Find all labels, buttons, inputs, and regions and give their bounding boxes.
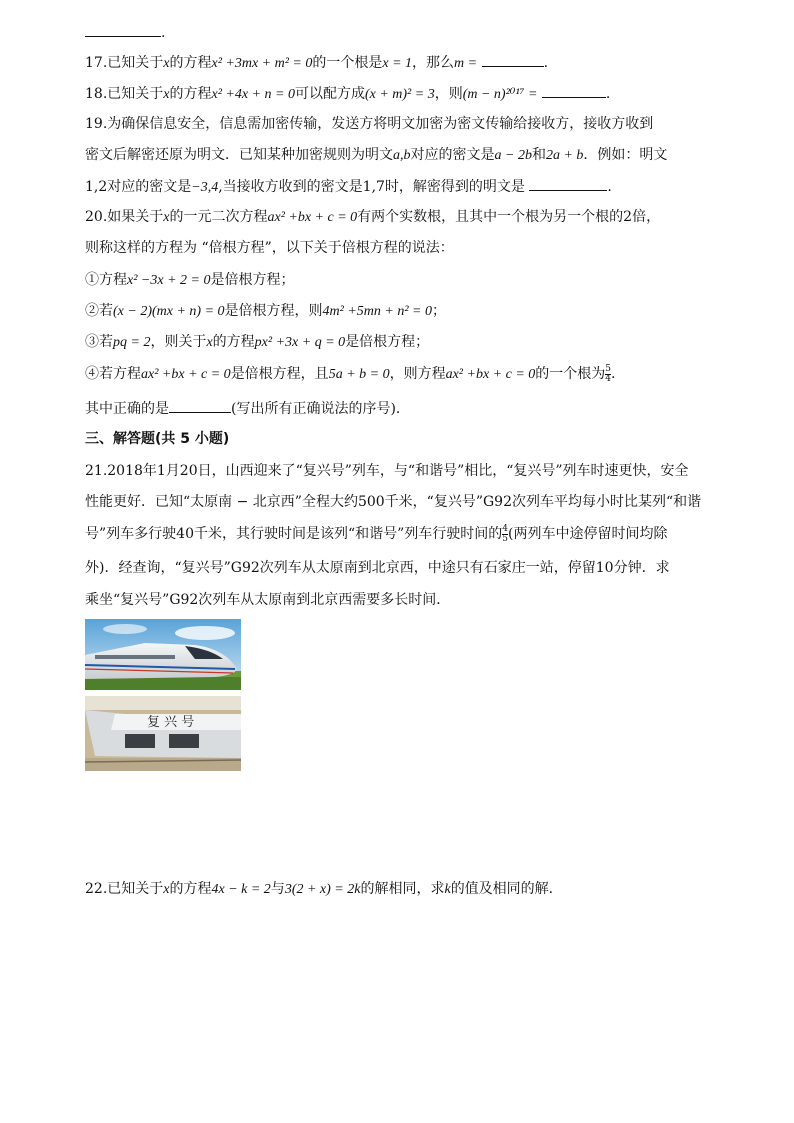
- question-20-option-4: ④若方程ax² +bx + c = 0是倍根方程，且5a + b = 0，则方程ax² +bx + c = 0的一个根为 $\frac{5}{4}$ .: [85, 363, 616, 384]
- train-illustration: [85, 696, 241, 771]
- question-19-line-2: 密文后解密还原为明文．已知某种加密规则为明文a,b对应的密文是a − 2b和2a + b．例如：明文: [85, 147, 668, 163]
- answer-blank: [482, 52, 544, 67]
- question-20-option-2: ②若(x − 2)(mx + n) = 0是倍根方程，则4m² +5mn + n² = 0；: [85, 303, 446, 319]
- train-illustration: [85, 619, 241, 690]
- question-21-line-1: 21.2018年1月20日，山西迎来了“复兴号”列车，与“和谐号”相比，“复兴号”列车时速更快，安全: [85, 463, 689, 479]
- train-photo-exterior: [85, 619, 241, 690]
- question-22: 22.已知关于x的方程4x − k = 2与3(2 + x) = 2k的解相同，求k的值及相同的解.: [85, 881, 554, 897]
- question-21-line-4: 外)．经查询，“复兴号”G92次列车从太原南到北京西，中途只有石家庄一站，停留10分钟．求: [85, 560, 670, 576]
- train-photo-fuxing: [85, 696, 241, 771]
- question-19-line-1: 19.为确保信息安全，信息需加密传输，发送方将明文加密为密文传输给接收方，接收方收到: [85, 116, 654, 132]
- answer-blank: [529, 176, 607, 191]
- question-18: 18.已知关于x的方程x² +4x + n = 0可以配方成(x + m)² = 3，则(m − n)²⁰¹⁷ = .: [85, 83, 610, 105]
- section-heading: 三、解答题(共 5 小题): [85, 431, 230, 447]
- answer-blank: [542, 83, 606, 98]
- train-sign: 复 兴 号: [147, 715, 195, 730]
- answer-blank: [85, 22, 161, 37]
- question-21-line-3: 号”列车多行驶40千米，其行驶时间是该列“和谐号”列车行驶时间的 $\frac{4}{5}$ (两列车中途停留时间均除: [85, 523, 668, 544]
- answer-blank: [169, 398, 231, 413]
- question-21-line-2: 性能更好．已知“太原南 − 北京西”全程大约500千米，“复兴号”G92次列车平均每小时比某列“和谐: [85, 494, 702, 510]
- fraction-five-quarters: $\frac{5}{4}$: [605, 363, 612, 384]
- question-20-answer: 其中正确的是 (写出所有正确说法的序号)．: [85, 398, 410, 419]
- q16-answer-line: .: [85, 22, 165, 43]
- question-20-option-3: ③若pq = 2，则关于x的方程px² +3x + q = 0是倍根方程；: [85, 334, 430, 350]
- question-20-line-1: 20.如果关于x的一元二次方程ax² +bx + c = 0有两个实数根，且其中一个根为另一个根的2倍，: [85, 209, 661, 225]
- question-17: 17.已知关于x的方程x² +3mx + m² = 0的一个根是x = 1，那么m = .: [85, 52, 548, 74]
- question-19-line-3: 1,2对应的密文是−3,4,当接收方收到的密文是1,7时，解密得到的明文是 .: [85, 176, 612, 198]
- fraction-four-fifths: $\frac{4}{5}$: [502, 523, 509, 544]
- question-20-option-1: ①方程x² −3x + 2 = 0是倍根方程；: [85, 272, 295, 288]
- question-20-line-2: 则称这样的方程为 “倍根方程”，以下关于倍根方程的说法：: [85, 240, 454, 256]
- question-21-line-5: 乘坐“复兴号”G92次列车从太原南到北京西需要多长时间．: [85, 592, 451, 608]
